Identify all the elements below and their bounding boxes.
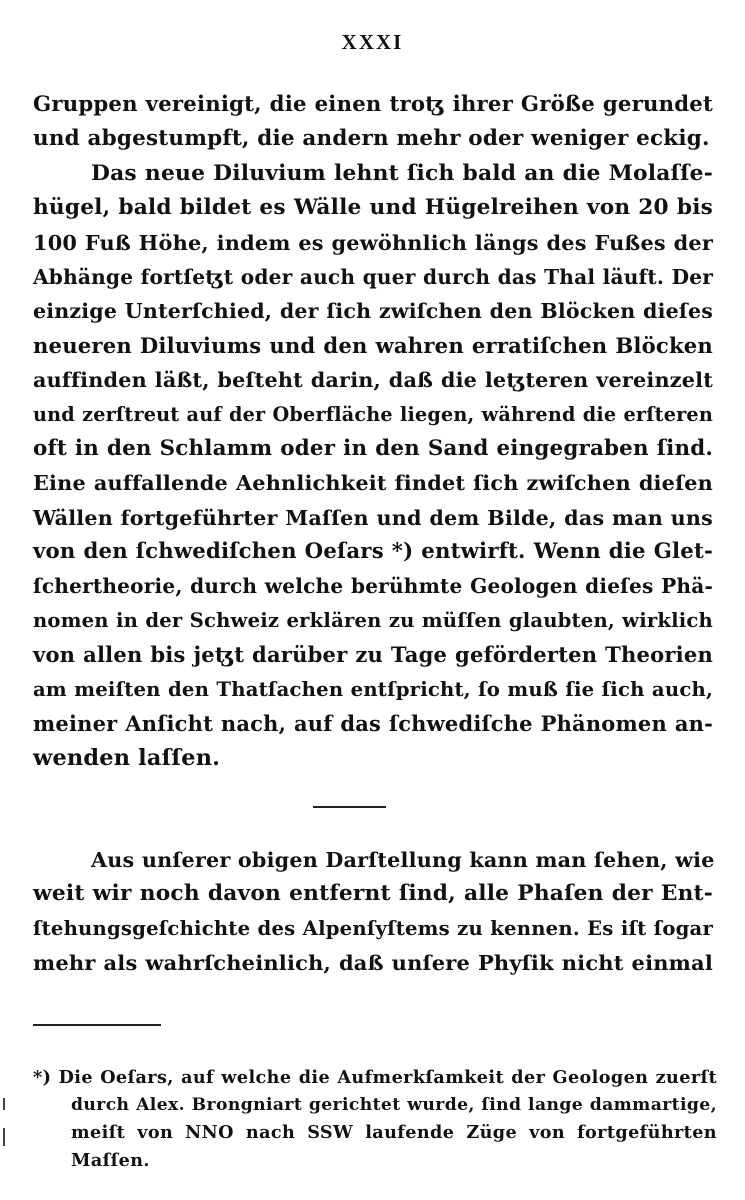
page-edge-mark — [3, 1098, 5, 1110]
footnote-line: *) Die Oeſars, auf welche die Aufmerkſamkeit der Geologen zuerſt — [33, 1067, 717, 1088]
text-line: ſtehungsgeſchichte des Alpenſyſtems zu kennen. Es iſt ſogar — [33, 916, 713, 940]
text-line: Gruppen vereinigt, die einen troꜩ ihrer Größe gerundet — [33, 92, 713, 117]
text-line: nomen in der Schweiz erklären zu müſſen glaubten, wirklich — [33, 608, 713, 632]
text-line: 100 Fuß Höhe, indem es gewöhnlich längs des Fußes der — [33, 229, 713, 255]
text-line: am meiſten den Thatſachen entſpricht, ſo muß ſie ſich auch, — [33, 677, 713, 701]
section-divider — [313, 806, 386, 808]
footnote-line: durch Alex. Brongniart gerichtet wurde, ſind lange dammartige, — [71, 1094, 717, 1115]
text-line: meiner Anſicht nach, auf das ſchwediſche Phänomen an- — [33, 711, 713, 737]
text-line: einzige Unterſchied, der ſich zwiſchen den Blöcken dieſes — [33, 299, 713, 324]
text-line: von den ſchwediſchen Oeſars *) entwirft. Wenn die Glet- — [33, 539, 713, 565]
main-text-continued — [33, 843, 713, 981]
text-line: Das neue Diluvium lehnt ſich bald an die Molaſſe- — [91, 160, 713, 186]
text-line: und abgestumpft, die andern mehr oder weniger eckig. — [33, 126, 710, 152]
footnote-line: Maſſen. — [71, 1149, 150, 1171]
text-line: Wällen fortgeführter Maſſen und dem Bilde, das man uns — [33, 505, 713, 530]
text-line: weit wir noch davon entfernt ſind, alle Phaſen der Ent- — [33, 881, 713, 907]
page-number: XXXI — [341, 30, 404, 54]
text-line: oft in den Schlamm oder in den Sand eingegraben ſind. — [33, 435, 713, 461]
text-line: ſchertheorie, durch welche berühmte Geologen dieſes Phä- — [33, 574, 713, 599]
text-line: mehr als wahrſcheinlich, daß unſere Phyſik nicht einmal — [33, 950, 713, 976]
text-line: Aus unſerer obigen Darſtellung kann man ſehen, wie — [91, 848, 715, 872]
text-line: hügel, bald bildet es Wälle und Hügelreihen von 20 bis — [33, 195, 713, 221]
text-line: von allen bis jeꜩt darüber zu Tage geförderten Theorien — [33, 642, 713, 668]
text-line: neueren Diluviums und den wahren erratiſchen Blöcken — [33, 332, 713, 358]
footnote-line: meiſt von NNO nach SSW laufende Züge von fortgeführten — [71, 1122, 717, 1143]
page-edge-mark — [3, 1128, 5, 1146]
footnote — [33, 1064, 717, 1174]
text-line: Eine auffallende Aehnlichkeit findet ſich zwiſchen dieſen — [33, 470, 713, 496]
text-line: Abhänge fortſeꜩt oder auch quer durch das Thal läuft. Der — [33, 264, 713, 289]
text-line: und zerſtreut auf der Oberfläche liegen, während die erſteren — [33, 402, 713, 426]
footnote-rule — [33, 1024, 161, 1026]
main-text — [33, 88, 713, 776]
text-line: wenden laſſen. — [33, 745, 221, 772]
text-line: auffinden läßt, beſteht darin, daß die leꜩteren vereinzelt — [33, 368, 713, 393]
